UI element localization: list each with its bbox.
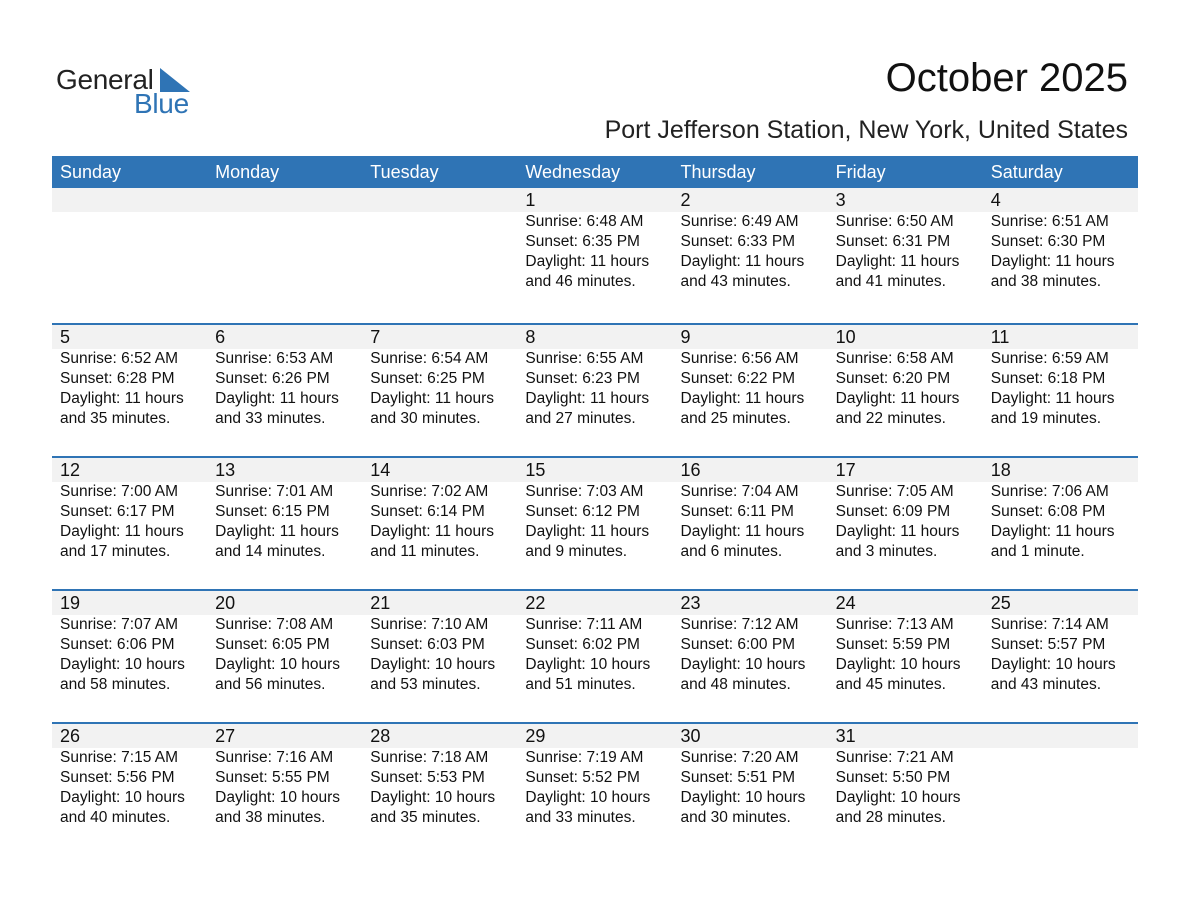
day-number: 15 — [525, 460, 546, 480]
day-cell — [828, 188, 983, 292]
daylight-hours: Daylight: 11 hours — [370, 390, 495, 407]
sunset-time: Sunset: 5:55 PM — [215, 769, 330, 786]
daylight-minutes: and 33 minutes. — [525, 809, 636, 826]
sunrise-time: Sunrise: 7:11 AM — [525, 616, 643, 633]
daylight-minutes: and 1 minute. — [990, 543, 1085, 560]
daylight-hours: Daylight: 11 hours — [60, 523, 184, 540]
sunrise-time: Sunrise: 7:14 AM — [990, 616, 1109, 633]
daylight-minutes: and 45 minutes. — [835, 676, 946, 693]
daylight-hours: Daylight: 11 hours — [370, 523, 495, 540]
calendar-week-row — [52, 589, 1138, 722]
brand-logo — [56, 64, 206, 120]
sunrise-time: Sunrise: 7:18 AM — [370, 749, 489, 766]
daylight-minutes: and 43 minutes. — [990, 676, 1102, 693]
sunset-time: Sunset: 6:11 PM — [680, 503, 794, 520]
day-number: 14 — [370, 460, 391, 480]
logo-word-general: General — [56, 64, 154, 95]
daylight-minutes: and 41 minutes. — [835, 273, 946, 290]
daylight-minutes: and 48 minutes. — [680, 676, 791, 693]
day-cell — [673, 724, 828, 828]
sunset-time: Sunset: 6:08 PM — [990, 503, 1106, 520]
sunrise-time: Sunrise: 7:01 AM — [215, 483, 334, 500]
daylight-hours: Daylight: 11 hours — [680, 253, 805, 270]
daylight-minutes: and 28 minutes. — [835, 809, 946, 826]
weekday-header: Saturday — [990, 162, 1063, 182]
sunrise-time: Sunrise: 6:48 AM — [525, 213, 644, 230]
daylight-hours: Daylight: 10 hours — [370, 789, 496, 806]
daylight-hours: Daylight: 11 hours — [680, 523, 805, 540]
day-cell — [362, 458, 517, 562]
sunrise-time: Sunrise: 6:59 AM — [990, 350, 1109, 367]
daylight-hours: Daylight: 11 hours — [990, 390, 1115, 407]
day-cell — [828, 458, 983, 562]
day-number: 6 — [215, 327, 226, 347]
sunset-time: Sunset: 6:15 PM — [215, 503, 330, 520]
daylight-hours: Daylight: 10 hours — [215, 789, 341, 806]
sunrise-time: Sunrise: 7:10 AM — [370, 616, 489, 633]
daylight-minutes: and 17 minutes. — [60, 543, 171, 560]
empty-day-cell — [207, 188, 362, 292]
daylight-minutes: and 19 minutes. — [990, 410, 1102, 427]
daylight-hours: Daylight: 11 hours — [835, 523, 960, 540]
daylight-hours: Daylight: 11 hours — [835, 253, 960, 270]
daylight-hours: Daylight: 11 hours — [990, 253, 1115, 270]
location-subtitle: Port Jefferson Station, New York, United States — [604, 116, 1128, 144]
daylight-hours: Daylight: 11 hours — [60, 390, 184, 407]
sunset-time: Sunset: 6:25 PM — [370, 370, 485, 387]
sunrise-time: Sunrise: 6:52 AM — [60, 350, 179, 367]
sunset-time: Sunset: 6:12 PM — [525, 503, 640, 520]
day-number: 24 — [835, 593, 856, 613]
day-cell — [828, 325, 983, 429]
weekday-header-row — [52, 156, 1138, 188]
sunset-time: Sunset: 5:57 PM — [990, 636, 1106, 653]
sunrise-time: Sunrise: 7:13 AM — [835, 616, 954, 633]
day-cell — [828, 724, 983, 828]
sunset-time: Sunset: 6:02 PM — [525, 636, 640, 653]
sunrise-time: Sunrise: 7:04 AM — [680, 483, 799, 500]
daylight-hours: Daylight: 10 hours — [680, 789, 806, 806]
logo-word-blue: Blue — [134, 88, 189, 119]
sunset-time: Sunset: 6:14 PM — [370, 503, 485, 520]
sunset-time: Sunset: 6:00 PM — [680, 636, 796, 653]
day-number: 9 — [680, 327, 691, 347]
weekday-header: Wednesday — [525, 162, 621, 182]
day-cell — [983, 325, 1138, 429]
page-title: October 2025 — [885, 56, 1128, 100]
daylight-minutes: and 51 minutes. — [525, 676, 636, 693]
sunset-time: Sunset: 5:53 PM — [370, 769, 485, 786]
day-cell — [983, 591, 1138, 695]
sunrise-time: Sunrise: 7:00 AM — [60, 483, 179, 500]
day-number: 5 — [60, 327, 71, 347]
daylight-minutes: and 30 minutes. — [370, 410, 481, 427]
daylight-minutes: and 33 minutes. — [215, 410, 326, 427]
daylight-hours: Daylight: 10 hours — [370, 656, 496, 673]
day-number: 20 — [215, 593, 236, 613]
sunset-time: Sunset: 6:35 PM — [525, 233, 640, 250]
daylight-hours: Daylight: 10 hours — [525, 789, 651, 806]
day-number: 8 — [525, 327, 536, 347]
week-days — [52, 591, 1138, 695]
sunrise-time: Sunrise: 6:58 AM — [835, 350, 954, 367]
day-cell — [52, 724, 207, 828]
daylight-hours: Daylight: 11 hours — [215, 523, 339, 540]
daylight-minutes: and 40 minutes. — [60, 809, 171, 826]
daylight-hours: Daylight: 10 hours — [835, 789, 961, 806]
day-cell — [207, 724, 362, 828]
sunset-time: Sunset: 5:59 PM — [835, 636, 951, 653]
day-number: 27 — [215, 726, 236, 746]
sunrise-time: Sunrise: 7:21 AM — [835, 749, 954, 766]
empty-day-cell — [52, 188, 207, 292]
sunrise-time: Sunrise: 7:20 AM — [680, 749, 799, 766]
sunset-time: Sunset: 6:22 PM — [680, 370, 796, 387]
weekday-header: Friday — [835, 162, 886, 182]
daylight-minutes: and 25 minutes. — [680, 410, 791, 427]
daylight-hours: Daylight: 11 hours — [525, 523, 650, 540]
sunset-time: Sunset: 6:23 PM — [525, 370, 640, 387]
day-cell — [673, 591, 828, 695]
daylight-minutes: and 3 minutes. — [835, 543, 938, 560]
day-number: 21 — [370, 593, 391, 613]
sunset-time: Sunset: 6:31 PM — [835, 233, 951, 250]
sunrise-time: Sunrise: 7:12 AM — [680, 616, 799, 633]
sunrise-time: Sunrise: 7:19 AM — [525, 749, 644, 766]
sunset-time: Sunset: 5:50 PM — [835, 769, 951, 786]
day-cell — [673, 458, 828, 562]
day-cell — [517, 188, 672, 292]
day-cell — [517, 591, 672, 695]
day-cell — [52, 458, 207, 562]
sunrise-time: Sunrise: 7:02 AM — [370, 483, 489, 500]
daylight-hours: Daylight: 10 hours — [680, 656, 806, 673]
week-days — [52, 188, 1138, 292]
daylight-hours: Daylight: 10 hours — [525, 656, 651, 673]
day-number: 29 — [525, 726, 546, 746]
day-number: 31 — [835, 726, 856, 746]
sunrise-time: Sunrise: 7:03 AM — [525, 483, 644, 500]
day-cell — [828, 591, 983, 695]
sunset-time: Sunset: 5:51 PM — [680, 769, 796, 786]
sunset-time: Sunset: 6:20 PM — [835, 370, 951, 387]
day-number: 26 — [60, 726, 81, 746]
day-number: 13 — [215, 460, 236, 480]
calendar-week-row — [52, 722, 1138, 855]
empty-day-cell — [983, 724, 1138, 828]
sunrise-time: Sunrise: 7:08 AM — [215, 616, 334, 633]
week-days — [52, 325, 1138, 429]
daylight-hours: Daylight: 10 hours — [990, 656, 1116, 673]
day-number: 3 — [835, 190, 846, 210]
day-number: 4 — [990, 190, 1001, 210]
day-cell — [983, 458, 1138, 562]
daylight-hours: Daylight: 11 hours — [680, 390, 805, 407]
day-cell — [673, 325, 828, 429]
day-number: 7 — [370, 327, 381, 347]
weekday-header: Sunday — [60, 162, 122, 182]
day-cell — [362, 591, 517, 695]
day-number: 18 — [990, 460, 1011, 480]
day-cell — [362, 325, 517, 429]
sunset-time: Sunset: 5:56 PM — [60, 769, 175, 786]
sunrise-time: Sunrise: 6:56 AM — [680, 350, 799, 367]
daylight-minutes: and 46 minutes. — [525, 273, 636, 290]
day-number: 19 — [60, 593, 81, 613]
week-days — [52, 458, 1138, 562]
sunset-time: Sunset: 6:33 PM — [680, 233, 796, 250]
daylight-minutes: and 35 minutes. — [370, 809, 481, 826]
day-cell — [207, 591, 362, 695]
sunrise-time: Sunrise: 6:50 AM — [835, 213, 954, 230]
day-number: 16 — [680, 460, 701, 480]
daylight-minutes: and 27 minutes. — [525, 410, 636, 427]
weekday-header: Tuesday — [370, 162, 439, 182]
weekday-header: Monday — [215, 162, 280, 182]
day-cell — [673, 188, 828, 292]
empty-day-cell — [362, 188, 517, 292]
month-calendar — [52, 156, 1138, 855]
day-cell — [52, 325, 207, 429]
daylight-minutes: and 53 minutes. — [370, 676, 481, 693]
daylight-minutes: and 30 minutes. — [680, 809, 791, 826]
day-cell — [52, 591, 207, 695]
daylight-minutes: and 6 minutes. — [680, 543, 783, 560]
daylight-hours: Daylight: 10 hours — [60, 789, 185, 806]
sunset-time: Sunset: 6:30 PM — [990, 233, 1106, 250]
calendar-week-row — [52, 188, 1138, 323]
sunrise-time: Sunrise: 6:54 AM — [370, 350, 489, 367]
calendar-week-row — [52, 456, 1138, 589]
daylight-minutes: and 58 minutes. — [60, 676, 171, 693]
sunrise-time: Sunrise: 6:55 AM — [525, 350, 644, 367]
daylight-hours: Daylight: 11 hours — [525, 390, 650, 407]
daylight-minutes: and 38 minutes. — [215, 809, 326, 826]
day-cell — [207, 458, 362, 562]
daylight-hours: Daylight: 10 hours — [835, 656, 961, 673]
sunset-time: Sunset: 5:52 PM — [525, 769, 640, 786]
sunrise-time: Sunrise: 7:16 AM — [215, 749, 334, 766]
sunset-time: Sunset: 6:18 PM — [990, 370, 1106, 387]
daylight-hours: Daylight: 10 hours — [215, 656, 341, 673]
day-number: 1 — [525, 190, 536, 210]
calendar-week-row — [52, 323, 1138, 456]
sunset-time: Sunset: 6:05 PM — [215, 636, 330, 653]
weekday-header: Thursday — [680, 162, 756, 182]
day-number: 30 — [680, 726, 701, 746]
sunrise-time: Sunrise: 6:49 AM — [680, 213, 799, 230]
day-cell — [207, 325, 362, 429]
daylight-minutes: and 43 minutes. — [680, 273, 791, 290]
day-number: 17 — [835, 460, 856, 480]
day-cell — [983, 188, 1138, 292]
daylight-minutes: and 22 minutes. — [835, 410, 946, 427]
daylight-hours: Daylight: 11 hours — [215, 390, 339, 407]
sunset-time: Sunset: 6:28 PM — [60, 370, 175, 387]
daylight-hours: Daylight: 10 hours — [60, 656, 185, 673]
daylight-minutes: and 35 minutes. — [60, 410, 171, 427]
daylight-hours: Daylight: 11 hours — [835, 390, 960, 407]
week-days — [52, 724, 1138, 828]
day-cell — [517, 724, 672, 828]
sunrise-time: Sunrise: 6:51 AM — [990, 213, 1109, 230]
sunset-time: Sunset: 6:09 PM — [835, 503, 951, 520]
daylight-minutes: and 11 minutes. — [370, 543, 480, 560]
day-cell — [517, 325, 672, 429]
day-number: 28 — [370, 726, 391, 746]
day-number: 12 — [60, 460, 81, 480]
day-number: 11 — [990, 327, 1010, 347]
daylight-hours: Daylight: 11 hours — [525, 253, 650, 270]
sunrise-time: Sunrise: 6:53 AM — [215, 350, 334, 367]
day-number: 2 — [680, 190, 691, 210]
day-number: 10 — [835, 327, 856, 347]
calendar-weeks — [52, 188, 1138, 855]
sunset-time: Sunset: 6:06 PM — [60, 636, 175, 653]
day-number: 23 — [680, 593, 701, 613]
daylight-minutes: and 14 minutes. — [215, 543, 326, 560]
day-number: 22 — [525, 593, 546, 613]
day-cell — [362, 724, 517, 828]
sunrise-time: Sunrise: 7:07 AM — [60, 616, 179, 633]
daylight-hours: Daylight: 11 hours — [990, 523, 1115, 540]
day-cell — [517, 458, 672, 562]
daylight-minutes: and 56 minutes. — [215, 676, 326, 693]
daylight-minutes: and 38 minutes. — [990, 273, 1102, 290]
sunset-time: Sunset: 6:17 PM — [60, 503, 175, 520]
day-number: 25 — [990, 593, 1011, 613]
daylight-minutes: and 9 minutes. — [525, 543, 628, 560]
sunrise-time: Sunrise: 7:06 AM — [990, 483, 1109, 500]
sunset-time: Sunset: 6:03 PM — [370, 636, 485, 653]
sunrise-time: Sunrise: 7:05 AM — [835, 483, 954, 500]
sunset-time: Sunset: 6:26 PM — [215, 370, 330, 387]
sunrise-time: Sunrise: 7:15 AM — [60, 749, 179, 766]
